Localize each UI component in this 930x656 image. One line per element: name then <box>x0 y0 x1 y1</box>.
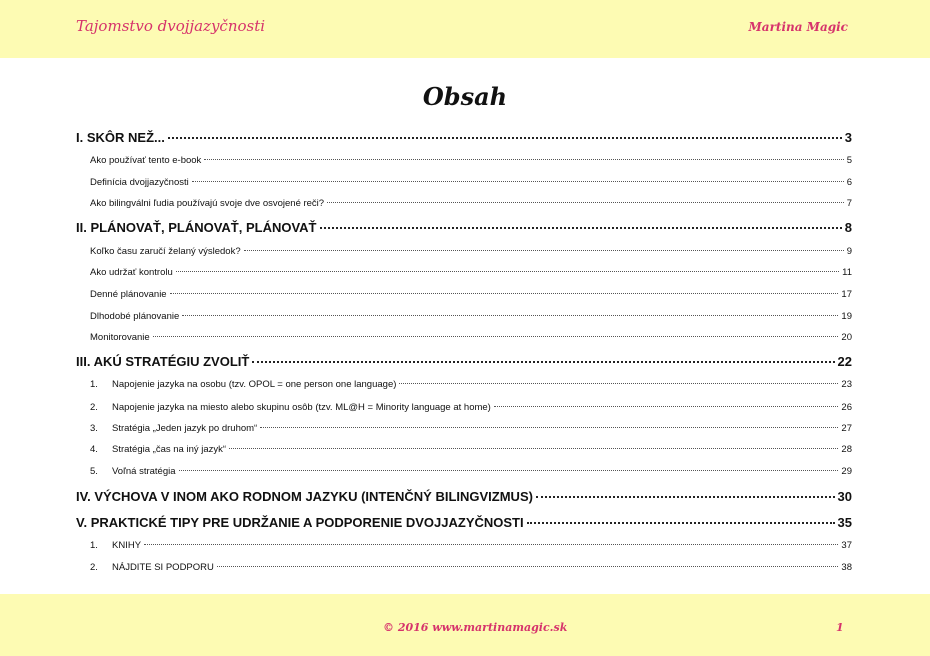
toc-section[interactable] <box>90 177 852 188</box>
toc-page-number: 20 <box>841 332 852 343</box>
toc-dot-leader <box>527 522 835 524</box>
toc-item-number: 3. <box>90 423 98 434</box>
toc-section[interactable] <box>90 155 852 166</box>
footer-page-number: 1 <box>836 621 844 634</box>
toc-page-number: 6 <box>846 177 852 188</box>
toc-item-label: III. AKÚ STRATÉGIU ZVOLIŤ <box>76 354 250 369</box>
toc-dot-leader <box>320 227 842 229</box>
toc-page-number: 11 <box>842 267 852 278</box>
toc-item-label: Ako používať tento e-book <box>90 155 202 166</box>
toc-page-number: 7 <box>846 198 852 209</box>
toc-dot-leader <box>182 315 838 316</box>
toc-page-number: 38 <box>841 562 852 573</box>
toc-dot-leader <box>144 544 838 545</box>
toc-dot-leader <box>244 250 844 251</box>
toc-dot-leader <box>536 496 835 498</box>
toc-section[interactable] <box>90 444 852 455</box>
toc-item-label: I. SKÔR NEŽ... <box>76 130 165 145</box>
toc-item-label: Napojenie jazyka na osobu (tzv. OPOL = one person one language) <box>112 379 397 390</box>
toc-item-label: Ako bilingválni ľudia používajú svoje dve osvojené reči? <box>90 198 325 209</box>
toc-page-number: 30 <box>837 489 852 504</box>
toc-section[interactable] <box>90 332 852 343</box>
toc-item-label: Voľná stratégia <box>112 466 176 477</box>
toc-item-label: Stratégia „Jeden jazyk po druhom“ <box>112 423 258 434</box>
toc-chapter[interactable] <box>76 489 852 504</box>
toc-dot-leader <box>327 202 844 203</box>
toc-page-number: 27 <box>841 423 852 434</box>
toc-dot-leader <box>399 383 838 384</box>
toc-page-number: 19 <box>841 311 852 322</box>
toc-section[interactable] <box>90 379 852 390</box>
toc-page-number: 5 <box>846 155 852 166</box>
toc-page-number: 9 <box>846 246 852 257</box>
toc-item-number: 5. <box>90 466 98 477</box>
toc-chapter[interactable] <box>76 130 852 145</box>
toc-item-number: 2. <box>90 402 98 413</box>
page-title: Obsah <box>422 82 508 111</box>
toc-chapter[interactable] <box>76 354 852 369</box>
toc-page-number: 23 <box>841 379 852 390</box>
toc-page-number: 37 <box>841 540 852 551</box>
toc-dot-leader <box>192 181 844 182</box>
toc-section[interactable] <box>90 423 852 434</box>
toc-item-number: 4. <box>90 444 98 455</box>
toc-item-label: Koľko času zaručí želaný výsledok? <box>90 246 241 257</box>
toc-dot-leader <box>217 566 839 567</box>
footer-copyright: © 2016 www.martinamagic.sk <box>383 621 568 634</box>
toc-page-number: 3 <box>844 130 852 145</box>
toc-item-number: 1. <box>90 379 98 390</box>
toc-item-label: IV. VÝCHOVA V INOM AKO RODNOM JAZYKU (INTENČNÝ BILINGVIZMUS) <box>76 489 533 504</box>
toc-section[interactable] <box>90 267 852 278</box>
toc-dot-leader <box>176 271 839 272</box>
toc-item-number: 1. <box>90 540 98 551</box>
toc-page-number: 22 <box>837 354 852 369</box>
toc-section[interactable] <box>90 402 852 413</box>
toc-item-label: KNIHY <box>112 540 142 551</box>
toc-item-label: II. PLÁNOVAŤ, PLÁNOVAŤ, PLÁNOVAŤ <box>76 220 317 235</box>
toc-section[interactable] <box>90 198 852 209</box>
toc-dot-leader <box>204 159 843 160</box>
toc-section[interactable] <box>90 466 852 477</box>
toc-item-label: Napojenie jazyka na miesto alebo skupinu osôb (tzv. ML@H = Minority language at home) <box>112 402 491 413</box>
toc-item-label: Definícia dvojjazyčnosti <box>90 177 189 188</box>
toc-item-label: Monitorovanie <box>90 332 150 343</box>
document-title: Tajomstvo dvojjazyčnosti <box>76 17 266 35</box>
toc-dot-leader <box>179 470 839 471</box>
toc-item-label: Denné plánovanie <box>90 289 167 300</box>
toc-section[interactable] <box>90 540 852 551</box>
toc-section[interactable] <box>90 311 852 322</box>
toc-item-label: NÁJDITE SI PODPORU <box>112 562 214 573</box>
toc-section[interactable] <box>90 562 852 573</box>
author-name: Martina Magic <box>748 20 848 34</box>
toc-dot-leader <box>168 137 842 139</box>
toc-page-number: 29 <box>841 466 852 477</box>
toc-dot-leader <box>170 293 839 294</box>
toc-page-number: 26 <box>841 402 852 413</box>
toc-dot-leader <box>260 427 838 428</box>
toc-dot-leader <box>252 361 834 363</box>
toc-chapter[interactable] <box>76 220 852 235</box>
toc-page-number: 8 <box>844 220 852 235</box>
toc-item-label: V. PRAKTICKÉ TIPY PRE UDRŽANIE A PODPORENIE DVOJJAZYČNOSTI <box>76 515 524 530</box>
toc-chapter[interactable] <box>76 515 852 530</box>
toc-dot-leader <box>153 336 839 337</box>
toc-item-label: Stratégia „čas na iný jazyk“ <box>112 444 227 455</box>
toc-section[interactable] <box>90 289 852 300</box>
toc-section[interactable] <box>90 246 852 257</box>
toc-item-label: Dlhodobé plánovanie <box>90 311 180 322</box>
toc-page-number: 17 <box>841 289 852 300</box>
toc-item-label: Ako udržať kontrolu <box>90 267 173 278</box>
toc-page-number: 28 <box>841 444 852 455</box>
toc-dot-leader <box>229 448 838 449</box>
toc-page-number: 35 <box>837 515 852 530</box>
toc-item-number: 2. <box>90 562 98 573</box>
toc-dot-leader <box>494 406 839 407</box>
